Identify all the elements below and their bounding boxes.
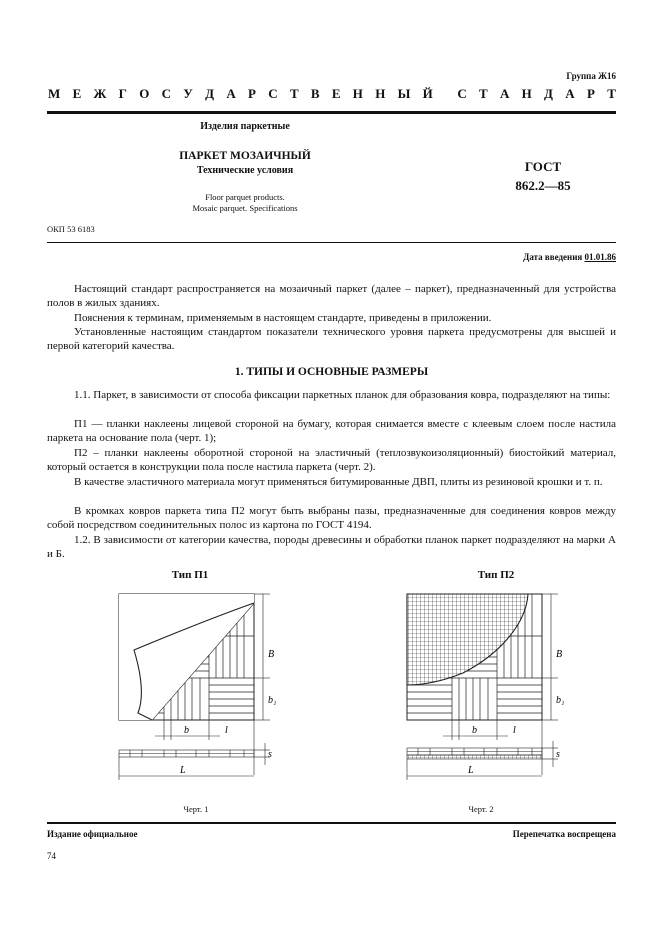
banner-letter: С [268,86,278,101]
gost-number: 862.2—85 [515,178,571,193]
dim-label-s-2: s [556,749,560,760]
dim-label-b1-2: b₁ [556,695,565,706]
banner-letter: Н [375,86,386,101]
banner-letter: М [48,86,61,101]
footer-official-edition: Издание официальное [47,829,138,839]
banner-letter: Г [118,86,127,101]
footer-rule [47,822,616,824]
footer-reprint-prohibited: Перепечатка воспрещена [512,829,616,839]
section-heading: 1. ТИПЫ И ОСНОВНЫЕ РАЗМЕРЫ [234,366,429,378]
banner-letter: Й [422,86,433,101]
figure-1-caption: Черт. 1 [183,804,209,814]
figure-2-caption: Черт. 2 [468,804,494,814]
banner-letter: Е [331,86,341,101]
banner-letter: Д [205,86,215,101]
figure-1-title: Тип П1 [171,569,209,581]
dim-label-l: l [225,725,228,736]
section-paragraph-4: В качестве эластичного материала могут применяться битумированные ДВП, плиты из резиновой крошки и т. п. [74,476,603,488]
section-paragraph-1: 1.1. Паркет, в зависимости от способа фиксации паркетных планок для образования ковра, подразделяют на типы: [74,389,611,401]
gost-label: ГОСТ [524,159,562,174]
banner-letter: Д [544,86,553,101]
dim-label-b: b [184,725,189,736]
figure-2-title: Тип П2 [477,569,515,581]
intro-paragraph-1: Настоящий стандарт распространяется на мозаичный паркет (далее – паркет), предназначенный для устройства полов в жилых зданиях. [47,283,616,310]
dim-label-L: L [180,765,186,776]
header-rule [47,111,616,114]
date-label: Дата введения [523,252,583,262]
dim-label-s: s [268,749,272,760]
section-paragraph-3: П2 – планки наклеены оборотной стороной на эластичный (теплозвукоизоляционный) биостойкий материал, который остается в конструкции пола после настила паркета (черт. 2). [47,447,616,474]
banner-letter: Н [521,86,532,101]
banner-letter: О [139,86,150,101]
dim-label-b1: b₁ [268,695,277,706]
dim-label-B-2: B [556,649,563,660]
banner-letter: С [161,86,172,101]
banner-letter: А [565,86,575,101]
banner-letter: У [183,86,193,101]
banner-letter: Е [72,86,82,101]
standard-subtitle: Технические условия [196,165,294,176]
group-code: Группа Ж16 [566,71,616,81]
banner-letter: Н [352,86,363,101]
banner-letter: Т [607,86,616,101]
banner-letter: С [457,86,467,101]
english-title-1: Floor parquet products. [205,192,285,202]
section-paragraph-5: В кромках ковров паркета типа П2 могут быть выбраны пазы, предназначенные для соединения ковров между собой посредством соединительных полос из картона по ГОСТ 4194. [47,505,616,532]
dim-label-b-2: b [472,725,477,736]
english-title-2: Mosaic parquet. Specifications [192,203,298,213]
banner-letter: Ж [93,86,107,101]
banner-letter: А [499,86,510,101]
dim-label-l-2: l [513,725,516,736]
dim-label-L-2: L [468,765,474,776]
effective-date [523,252,616,262]
section-paragraph-2: П1 — планки наклеены лицевой стороной на бумагу, которая снимается вместе с клеевым слоем после настила паркета на основание пола (черт. 1); [47,418,616,445]
okp-code: ОКП 53 6183 [47,224,95,234]
banner-letter: А [226,86,236,101]
banner-letter: Ы [397,86,411,101]
banner-letter: Р [586,86,595,101]
banner-letter: Т [289,86,299,101]
product-category: Изделия паркетные [200,121,290,132]
banner-letter: Т [479,86,488,101]
interstate-standard-banner [48,86,616,104]
dim-label-B: B [268,649,275,660]
title-rule [47,242,616,243]
date-value: 01.01.86 [584,252,616,262]
intro-paragraph-3: Установленные настоящим стандартом показатели технического уровня паркета предусмотрены для высшей и первой категорий качества. [47,326,616,353]
banner-letter: Р [248,86,256,101]
section-paragraph-6: 1.2. В зависимости от категории качества, породы древесины и обработки планок паркет подразделяют на марки А и Б. [47,534,616,561]
intro-paragraph-2: Пояснения к терминам, применяемым в настоящем стандарте, приведены в приложении. [74,312,492,324]
banner-letter: В [310,86,320,101]
figure-1-drawing [100,585,290,800]
page-number: 74 [47,851,56,861]
standard-title: ПАРКЕТ МОЗАИЧНЫЙ [179,150,311,162]
figure-2-drawing [388,585,578,800]
